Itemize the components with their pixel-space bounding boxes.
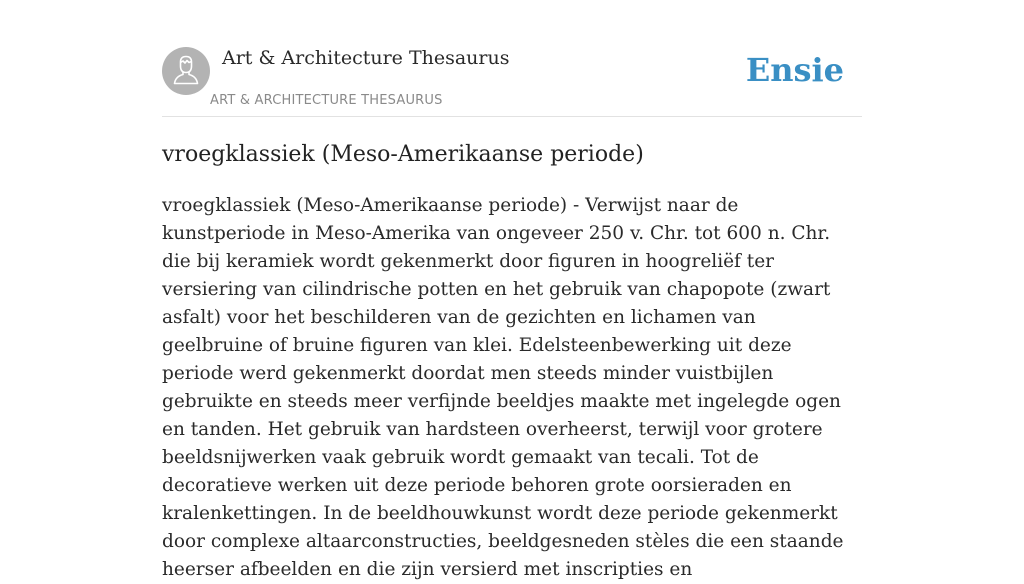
- ensie-logo-link[interactable]: Ensie: [745, 51, 844, 89]
- definition-line: behoren grote oorsieraden en kralenkettingen. In de beeldhouwkunst wordt deze: [162, 475, 792, 524]
- definition-line: deze periode werd gekenmerkt doordat men steeds minder vuistbijlen gebruikte: [162, 335, 792, 412]
- definition-line: vroegklassiek (Meso-Amerikaanse periode) - Verwijst naar de kunstperiode in: [162, 195, 739, 244]
- definition-line: en steeds meer verfijnde beeldjes maakte met ingelegde ogen en tanden. Het: [162, 391, 841, 440]
- definition-line: het gebruik van chapopote (zwart asfalt) voor het beschilderen van de gezichten: [162, 279, 831, 328]
- site-title[interactable]: Art & Architecture Thesaurus: [222, 47, 510, 69]
- site-header: [162, 46, 862, 117]
- user-silhouette-icon[interactable]: [162, 47, 210, 95]
- definition-line: gebruik van hardsteen overheerst, terwijl voor grotere beeldsnijwerken vaak: [162, 419, 823, 468]
- page-title: vroegklassiek (Meso-Amerikaanse periode): [162, 142, 644, 167]
- definition-text: [162, 192, 862, 584]
- definition-line: gekenmerkt door figuren in hoogreliëf ter versiering van cilindrische potten en: [162, 251, 775, 300]
- definition-line: Meso-Amerika van ongeveer 250 v. Chr. tot 600 n. Chr. die bij keramiek wordt: [162, 223, 831, 272]
- definition-line: en lichamen van geelbruine of bruine figuren van klei. Edelsteenbewerking uit: [162, 307, 756, 356]
- definition-line: periode gekenmerkt door complexe altaarconstructies, beeldgesneden stèles die: [162, 503, 838, 552]
- definition-line: een staande heerser afbeelden en die zijn versierd met inscripties en: [162, 531, 844, 580]
- site-subtitle[interactable]: ART & ARCHITECTURE THESAURUS: [210, 93, 443, 108]
- definition-line: gebruik wordt gemaakt van tecali. Tot de decoratieve werken uit deze periode: [162, 447, 759, 496]
